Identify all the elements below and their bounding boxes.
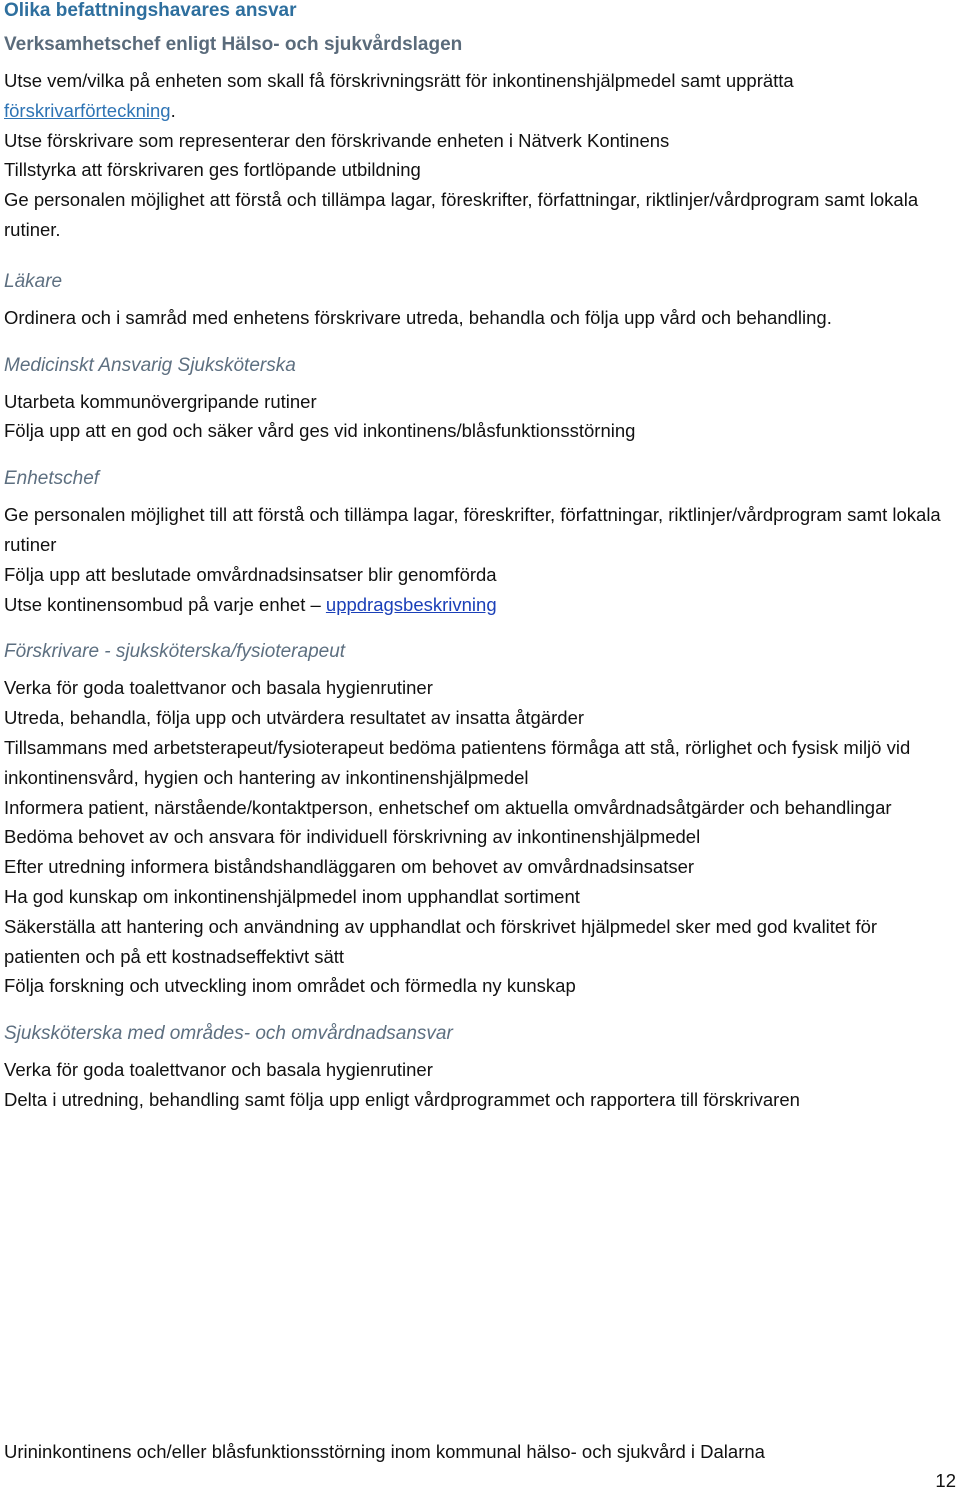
sjukskoterska-paragraph-1: Verka för goda toalettvanor och basala hygienrutiner: [4, 1059, 433, 1081]
list-item: Verka för goda toalettvanor och basala hygienrutiner: [4, 677, 433, 699]
list-item: Bedöma behovet av och ansvara för individuell förskrivning av inkontinenshjälpmedel: [4, 826, 701, 848]
enhetschef-p3-text: Utse kontinensombud på varje enhet –: [4, 593, 326, 615]
intro-paragraph-1: [4, 66, 956, 126]
list-item: Tillsammans med arbetsterapeut/fysioterapeut bedöma patientens förmåga att stå, rörlighet och fysisk miljö vid inkontinensvård, hygien och hantering av inkontinenshjälpmedel: [4, 736, 911, 788]
document-page: [4, 0, 956, 1115]
section-sjukskoterska: [4, 1055, 956, 1115]
page-number: 12: [935, 1470, 956, 1491]
sub-heading: Verksamhetschef enligt Hälso- och sjukvårdslagen: [4, 34, 463, 55]
page-footer: Urininkontinens och/eller blåsfunktionsstörning inom kommunal hälso- och sjukvård i Dalarna: [4, 1441, 765, 1462]
list-item: Säkerställa att hantering och användning av upphandlat och förskrivet hjälpmedel sker med god kvalitet för patienten och på ett kostnadseffektivt sätt: [4, 915, 878, 967]
mas-paragraph-1: Utarbeta kommunövergripande rutiner: [4, 390, 317, 412]
enhetschef-paragraph-2: Följa upp att beslutade omvårdnadsinsatser blir genomförda: [4, 563, 497, 585]
section-title-mas: Medicinskt Ansvarig Sjuksköterska: [4, 354, 296, 376]
mas-paragraph-2: Följa upp att en god och säker vård ges vid inkontinens/blåsfunktionsstörning: [4, 420, 636, 442]
sjukskoterska-paragraph-2: Delta i utredning, behandling samt följa upp enligt vårdprogrammet och rapportera till förskrivaren: [4, 1088, 800, 1110]
section-enhetschef: [4, 500, 956, 619]
section-title-sjukskoterska: Sjuksköterska med områdes- och omvårdnadsansvar: [4, 1023, 453, 1045]
intro-p1-suffix: .: [170, 99, 176, 121]
intro-p1-text: Utse vem/vilka på enheten som skall få förskrivningsrätt för inkontinenshjälpmedel samt upprätta: [4, 70, 794, 91]
forskrivarforteckning-link[interactable]: förskrivarförteckning: [4, 99, 171, 121]
list-item: Ha god kunskap om inkontinenshjälpmedel inom upphandlat sortiment: [4, 885, 580, 907]
list-item: Efter utredning informera biståndshandläggaren om behovet av omvårdnadsinsatser: [4, 856, 695, 878]
intro-section: [4, 66, 956, 245]
intro-paragraph-4: Ge personalen möjlighet att förstå och tillämpa lagar, föreskrifter, författningar, riktlinjer/vårdprogram samt lokala rutiner.: [4, 189, 919, 240]
list-item: Följa forskning och utveckling inom området och förmedla ny kunskap: [4, 975, 576, 997]
section-title-forskrivare: Förskrivare - sjuksköterska/fysioterapeut: [4, 641, 346, 663]
enhetschef-paragraph-3: [4, 590, 956, 620]
section-forskrivare: [4, 673, 956, 1001]
section-title-lakare: Läkare: [4, 270, 63, 292]
section-mas: [4, 387, 956, 447]
intro-paragraph-3: Tillstyrka att förskrivaren ges fortlöpande utbildning: [4, 159, 421, 181]
list-item: Informera patient, närstående/kontaktperson, enhetschef om aktuella omvårdnadsåtgärder och behandlingar: [4, 796, 892, 818]
section-title-enhetschef: Enhetschef: [4, 468, 100, 490]
enhetschef-paragraph-1: Ge personalen möjlighet till att förstå och tillämpa lagar, föreskrifter, författningar, riktlinjer/vårdprogram samt lokala rutiner: [4, 504, 941, 555]
lakare-paragraph-1: Ordinera och i samråd med enhetens förskrivare utreda, behandla och följa upp vård och behandling.: [4, 306, 832, 328]
main-heading: Olika befattningshavares ansvar: [4, 0, 297, 21]
list-item: Utreda, behandla, följa upp och utvärdera resultatet av insatta åtgärder: [4, 707, 585, 729]
uppdragsbeskrivning-link[interactable]: uppdragsbeskrivning: [325, 593, 497, 615]
intro-paragraph-2: Utse förskrivare som representerar den förskrivande enheten i Nätverk Kontinens: [4, 129, 670, 151]
section-lakare: [4, 303, 956, 333]
